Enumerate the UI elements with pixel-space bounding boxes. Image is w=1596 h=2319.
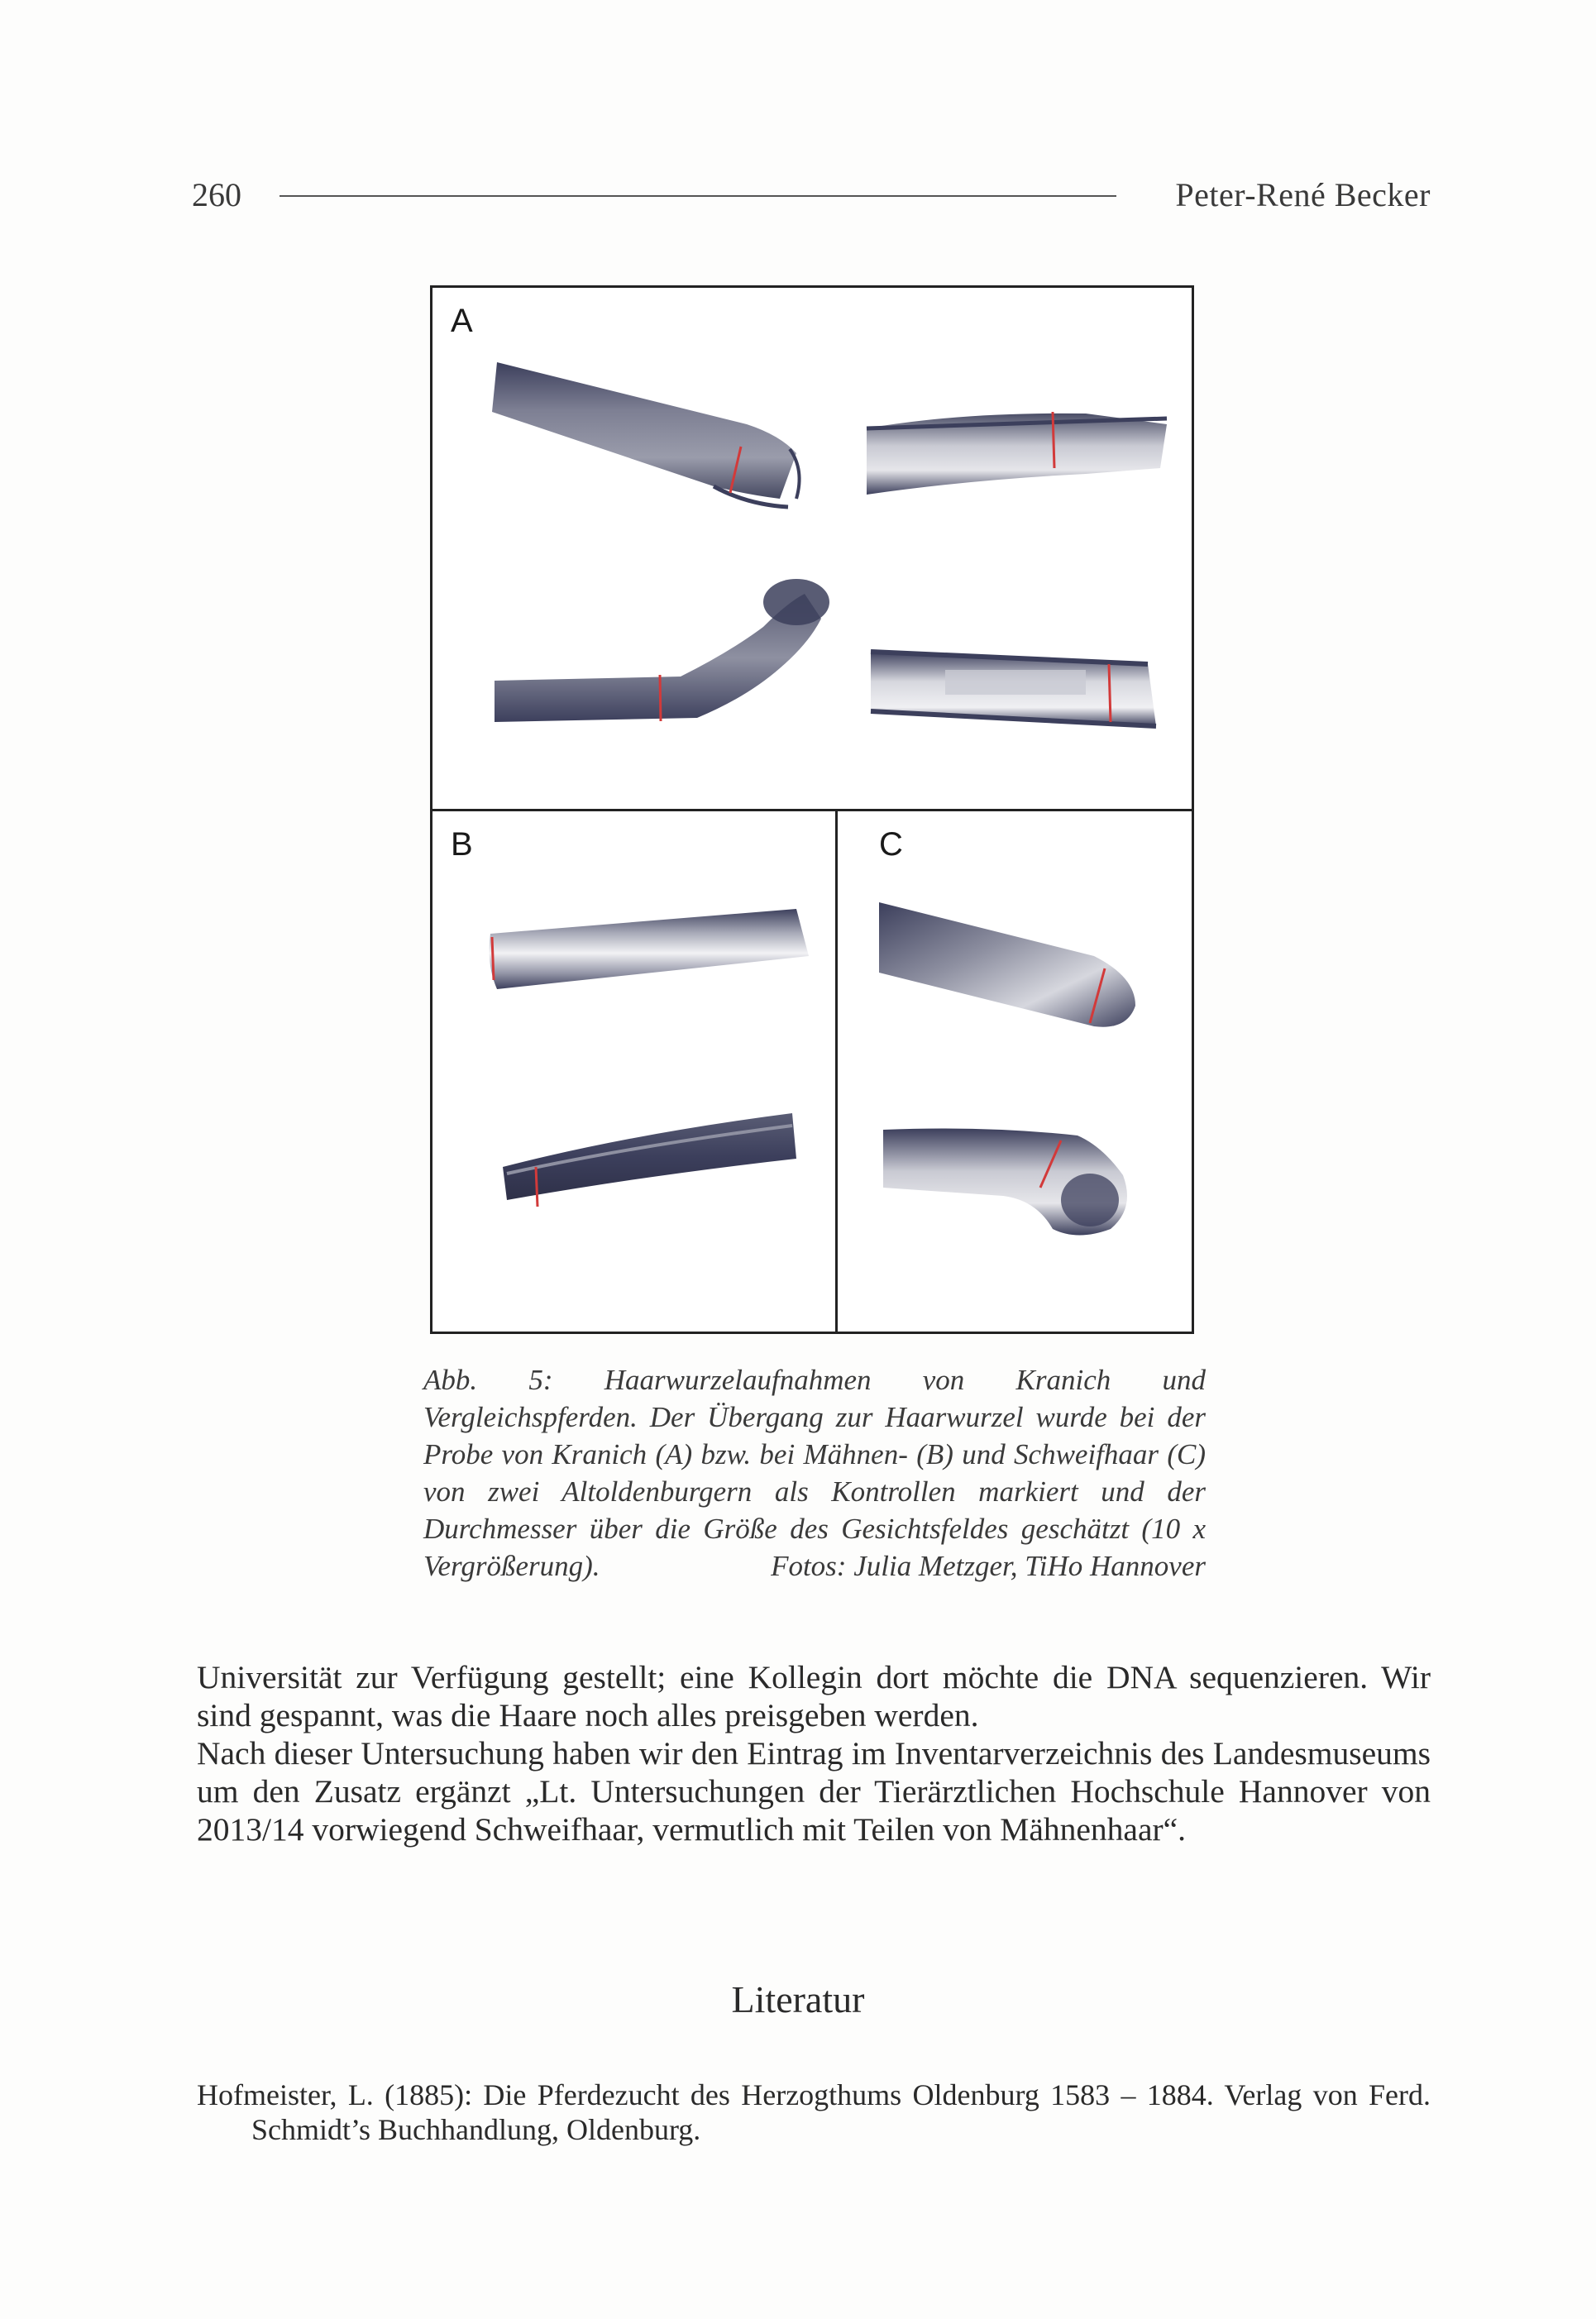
micrograph-b1 — [490, 909, 809, 989]
page-number: 260 — [192, 176, 241, 213]
figure-caption-text: Abb. 5: Haarwurzelaufnahmen von Kranich und Vergleichspferden. Der Übergang zur Haarwurzel wurde bei der Probe von Kranich (A) bzw. bei Mähnen- (B) und Schweifhaar (C) von zwei Altoldenburgern als Kontrollen markiert und der Durchmesser über die Größe des Gesichtsfeldes geschätzt (10 x Vergrößerung). — [423, 1364, 1206, 1582]
figure-panel-b — [432, 811, 838, 1332]
reference-entry: Hofmeister, L. (1885): Die Pferdezucht des Herzogthums Oldenburg 1583 – 1884. Verlag von Ferd. Schmidt’s Buchhandlung, Oldenburg. — [197, 2078, 1431, 2146]
header-rule — [280, 195, 1116, 197]
figure-panel-a — [432, 288, 1192, 811]
running-header — [192, 172, 1431, 218]
micrograph-a3 — [495, 579, 829, 722]
micrograph-c1 — [879, 902, 1135, 1027]
body-text — [197, 1658, 1431, 1848]
figure-caption — [423, 1361, 1206, 1585]
figure-credit: Fotos: Julia Metzger, TiHo Hannover — [771, 1550, 1206, 1582]
figure-hair-roots — [430, 285, 1194, 1334]
micrograph-b2 — [503, 1113, 796, 1207]
panel-c-micrographs — [838, 811, 1192, 1329]
figure-panel-c — [838, 811, 1192, 1332]
micrograph-a4 — [871, 652, 1156, 726]
panel-label-a: A — [451, 303, 473, 339]
micrograph-a1 — [492, 362, 800, 507]
micrograph-a2 — [867, 412, 1167, 495]
micrograph-c2 — [883, 1129, 1127, 1236]
body-paragraph: Nach dieser Untersuchung haben wir den Eintrag im Inventarverzeichnis des Landesmuseums um den Zusatz ergänzt „Lt. Untersuchungen der Tierärztlichen Hochschule Hannover von 2013/14 vorwiegend Schweifhaar, vermutlich mit Teilen von Mähnenhaar“. — [197, 1735, 1431, 1848]
running-header-author: Peter-René Becker — [1175, 176, 1431, 213]
panel-b-micrographs — [432, 811, 835, 1329]
section-heading-literature: Literatur — [731, 1978, 865, 2020]
panel-label-c: C — [879, 826, 903, 863]
panel-label-b: B — [451, 826, 473, 863]
panel-a-micrographs — [432, 288, 1192, 809]
reference-list — [197, 2078, 1431, 2147]
body-paragraph: Universität zur Verfügung gestellt; eine Kollegin dort möchte die DNA sequenzieren. Wir sind gespannt, was die Haare noch alles preisgeben werden. — [197, 1659, 1431, 1733]
